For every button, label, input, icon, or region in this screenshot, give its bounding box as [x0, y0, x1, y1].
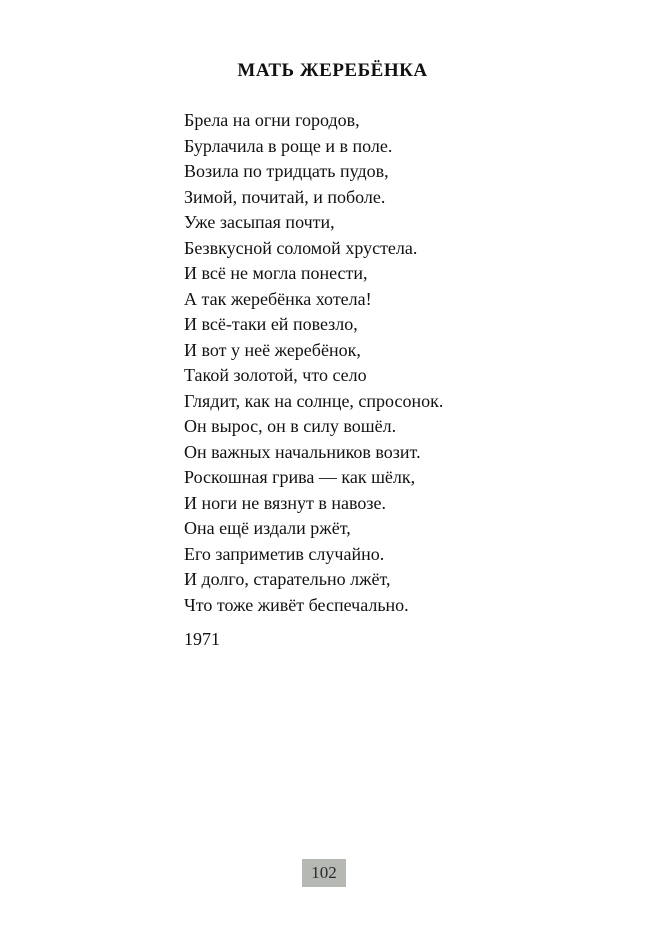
poem-line: А так жеребёнка хотела! — [184, 288, 372, 309]
page-number-badge: 102 — [302, 859, 346, 887]
poem-line: Он важных начальников возит. — [184, 441, 421, 462]
poem-line: Безвкусной соломой хрустела. — [184, 237, 418, 258]
poem-line: Такой золотой, что село — [184, 365, 367, 385]
poem-line: Уже засыпая почти, — [184, 212, 335, 232]
poem-line: Его заприметив случайно. — [184, 543, 385, 564]
poem-line: Возила по тридцать пудов, — [184, 161, 389, 181]
poem-line: Брела на огни городов, — [184, 110, 360, 130]
poem-line: Бурлачила в роще и в поле. — [184, 135, 393, 156]
poem-line: Что тоже живёт беспечально. — [184, 594, 409, 615]
poem-body — [184, 108, 604, 618]
poem-line: И долго, старательно лжёт, — [184, 569, 391, 589]
poem-line: Она ещё издали ржёт, — [184, 518, 351, 538]
poem-line: Зимой, почитай, и поболе. — [184, 186, 386, 207]
poem-line: Роскошная грива — как шёлк, — [184, 467, 416, 487]
poem-line: Он вырос, он в силу вошёл. — [184, 416, 397, 436]
poem-year: 1971 — [184, 629, 220, 649]
poem-line: И всё-таки ей повезло, — [184, 314, 358, 334]
poem-line: И всё не могла понести, — [184, 263, 368, 283]
poem-line: И ноги не вязнут в навозе. — [184, 492, 387, 513]
poem-line: Глядит, как на солнце, спросонок. — [184, 390, 444, 411]
poem-line: И вот у неё жеребёнок, — [184, 339, 361, 360]
poem-title: МАТЬ ЖЕРЕБЁНКА — [237, 60, 428, 81]
